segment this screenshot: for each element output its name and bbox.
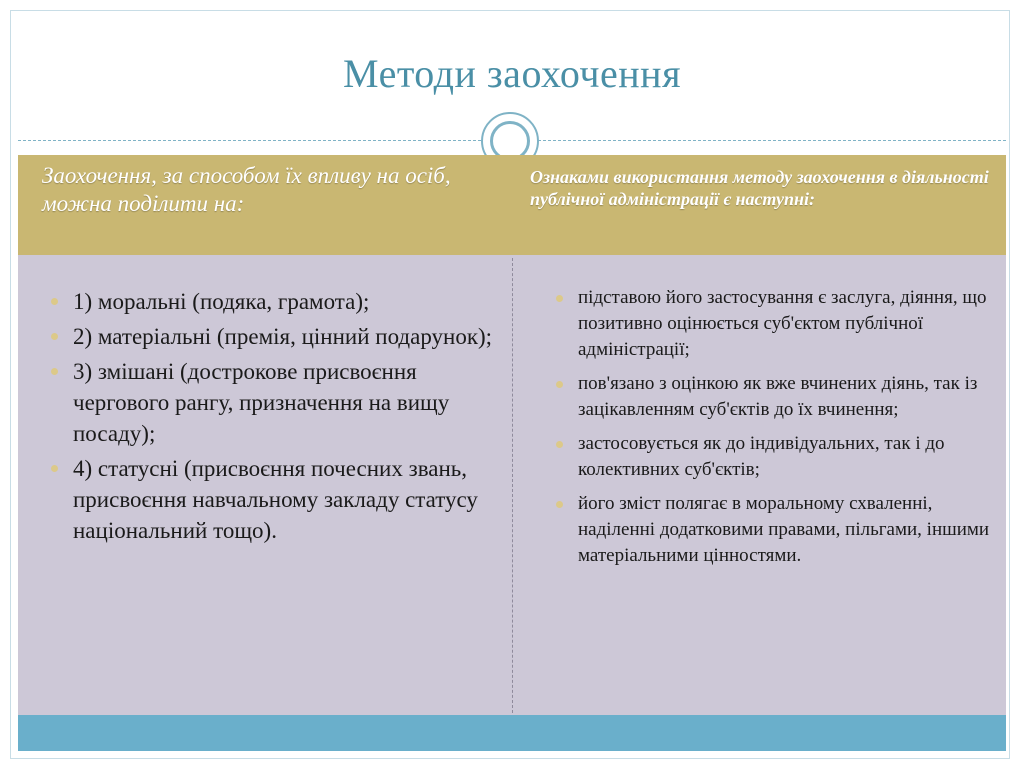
list-item: 1) моральні (подяка, грамота);: [73, 286, 493, 317]
left-list: [73, 286, 493, 550]
list-item: пов'язано з оцінкою як вже вчинених діянь, так із зацікавленням суб'єктів до їх вчинення;: [578, 371, 998, 423]
right-list: [578, 285, 998, 577]
list-item: підставою його застосування є заслуга, діяння, що позитивно оцінюється суб'єктом публічної адміністрації;: [578, 285, 998, 363]
list-item: 3) змішані (дострокове присвоєння чергового рангу, призначення на вищу посаду);: [73, 356, 493, 449]
footer-band: [18, 715, 1006, 751]
list-item: 4) статусні (присвоєння почесних звань, присвоєння навчальному закладу статусу національний тощо).: [73, 453, 493, 546]
list-item: 2) матеріальні (премія, цінний подарунок);: [73, 321, 493, 352]
column-separator: [512, 258, 513, 713]
list-item: його зміст полягає в моральному схваленні, наділенні додатковими правами, пільгами, іншими матеріальними цінностями.: [578, 491, 998, 569]
header-right-text: Ознаками використання методу заохочення в діяльності публічної адміністрації є наступні:: [530, 167, 989, 209]
list-item: застосовується як до індивідуальних, так і до колективних суб'єктів;: [578, 431, 998, 483]
slide-title: Методи заохочення: [343, 51, 681, 96]
header-left-text: Заохочення, за способом їх впливу на осіб, можна поділити на:: [42, 163, 451, 216]
